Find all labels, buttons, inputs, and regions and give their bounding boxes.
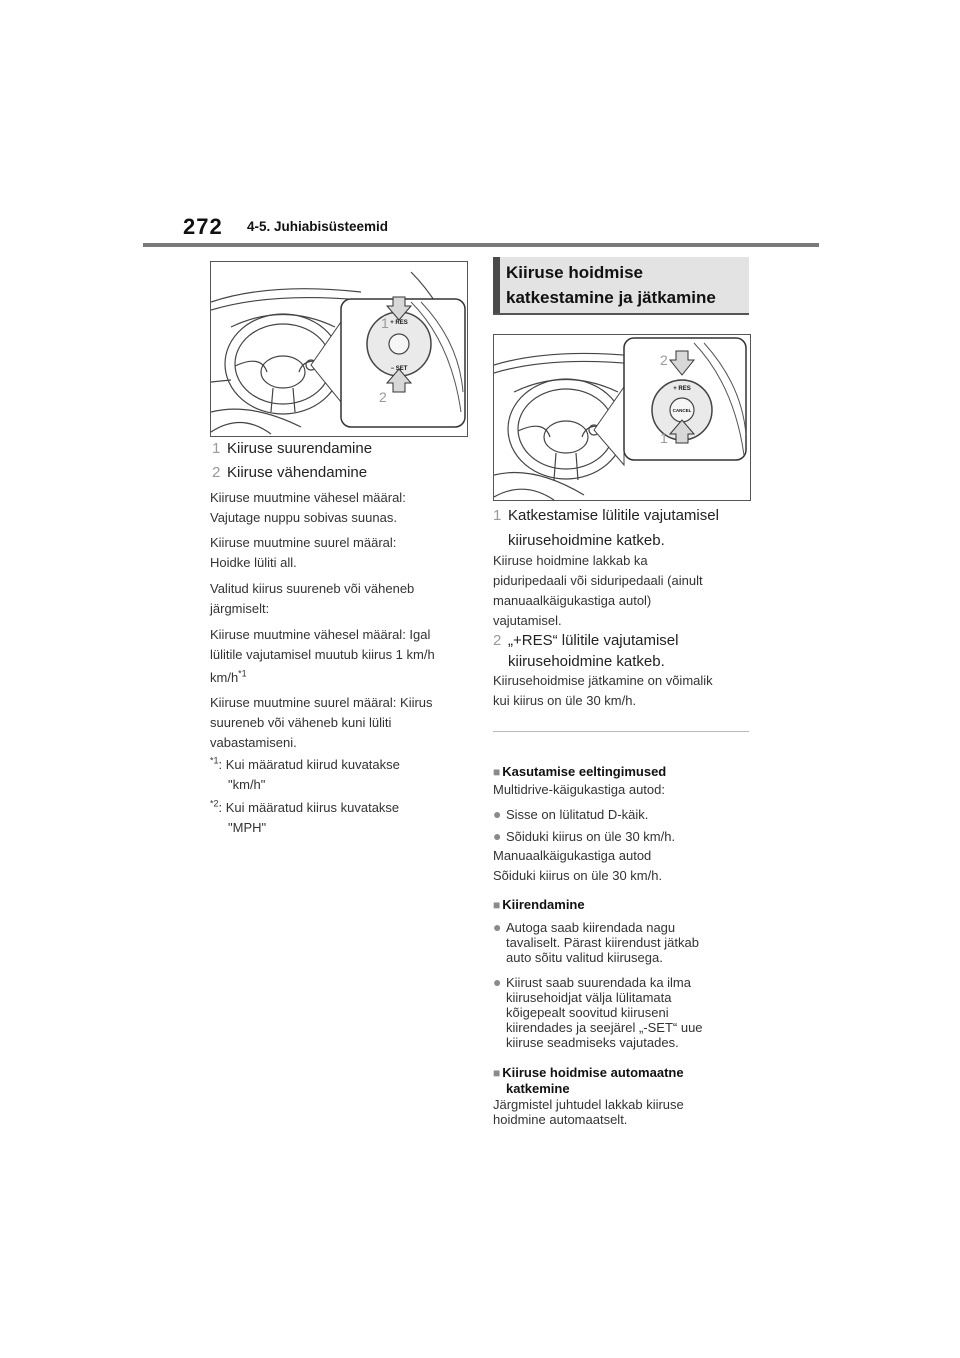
- paragraph-small-change: Kiiruse muutmine vähesel määral: Vajutage nuppu sobivas suunas.: [210, 490, 406, 525]
- banner-accent-bar: [493, 257, 500, 313]
- cancel-label: CANCEL: [672, 408, 692, 413]
- steering-wheel-drawing: [211, 262, 467, 436]
- page-number: 272: [183, 214, 223, 239]
- res-label: RES: [395, 320, 408, 326]
- bullet-speed-over-30: ● Sõiduki kiirus on üle 30 km/h.: [493, 828, 676, 844]
- bullet-acceleration-1: ● Autoga saab kiirendada nagu tavaliselt. Pärast kiirendust jätkab auto sõitu valitud kiirusega.: [493, 919, 699, 965]
- footnote-2: $^{*2}$: Kui määratud kiirus kuvatakse "MPH": [210, 798, 400, 835]
- subheading-auto-cancel: ■ Kiiruse hoidmise automaatne katkemine: [493, 1065, 684, 1096]
- paragraph-large-step: Kiiruse muutmine suurel määral: Kiirus suureneb või väheneb kuni lüliti vabastamiseni.: [210, 695, 433, 750]
- step-2-speed-down: 2 Kiiruse vähendamine: [212, 464, 368, 481]
- subheading-conditions: ■ Kasutamise eeltingimused: [493, 764, 667, 779]
- callout-1: 1: [660, 430, 668, 446]
- manual-gearbox-label: Manuaalkäigukastiga autod: [493, 848, 652, 863]
- paragraph-brake-cancel: Kiiruse hoidmine lakkab ka piduripedaali või siduripedaali (ainult manuaalkäigukastiga autol) vajutamisel.: [493, 553, 703, 628]
- paragraph-resume-condition: Kiirusehoidmise jätkamine on võimalik kui kiirus on üle 30 km/h.: [493, 673, 713, 708]
- subheading-acceleration: ■ Kiirendamine: [493, 897, 585, 912]
- section-title: 4-5. Juhiabisüsteemid: [247, 219, 389, 234]
- callout-2: 2: [660, 352, 668, 368]
- paragraph-small-step: Kiiruse muutmine vähesel määral: Igal lülitile vajutamisel muutub kiirus 1 km/h $km/h^{*1}$: [210, 627, 435, 685]
- steering-switch-illustration-speed: [210, 261, 468, 437]
- step-1-cancel: 1 Katkestamise lülitile vajutamisel kiirusehoidmine katkeb.: [493, 507, 719, 549]
- section-divider: [493, 731, 749, 732]
- footnote-1: $^{*1}$: Kui määratud kiirud kuvatakse "km/h": [210, 755, 400, 792]
- step-1-speed-up: 1 Kiiruse suurendamine: [212, 440, 373, 457]
- paragraph-large-change: Kiiruse muutmine suurel määral: Hoidke lüliti all.: [210, 535, 397, 570]
- paragraph-speed-change: Valitud kiirus suureneb või väheneb järgmiselt:: [210, 581, 415, 616]
- steering-wheel-drawing-cancel: [494, 335, 750, 500]
- callout-1: 1: [381, 315, 389, 331]
- header-rule: [143, 243, 819, 247]
- manual-gearbox-text: Sõiduki kiirus on üle 30 km/h.: [493, 868, 663, 883]
- svg-text:− SET: − SET: [390, 366, 408, 372]
- paragraph-auto-cancel: Järgmistel juhtudel lakkab kiiruse hoidmine automaatselt.: [493, 1097, 684, 1127]
- bullet-acceleration-2: ● Kiirust saab suurendada ka ilma kiirusehoidjat välja lülitamata kõigepealt soovitud kiiruseni kiirendades ja seejärel „-SET“ uue kiiruse seadmiseks vajutades.: [493, 974, 703, 1050]
- callout-2: 2: [379, 389, 387, 405]
- steering-switch-illustration-cancel: [493, 334, 751, 501]
- step-2-resume: 2 „+RES“ lülitile vajutamisel kiirusehoidmine katkeb.: [493, 632, 679, 670]
- conditions-intro: Multidrive-käigukastiga autod:: [493, 782, 665, 797]
- res-label: RES: [678, 386, 691, 392]
- svg-text:+ RES: + RES: [390, 320, 408, 326]
- set-label: SET: [395, 366, 408, 372]
- bullet-d-gear: ● Sisse on lülitatud D-käik.: [493, 806, 649, 822]
- banner-title: Kiiruse hoidmise katkestamine ja jätkamine: [506, 263, 716, 307]
- svg-text:+ RES: + RES: [673, 386, 691, 392]
